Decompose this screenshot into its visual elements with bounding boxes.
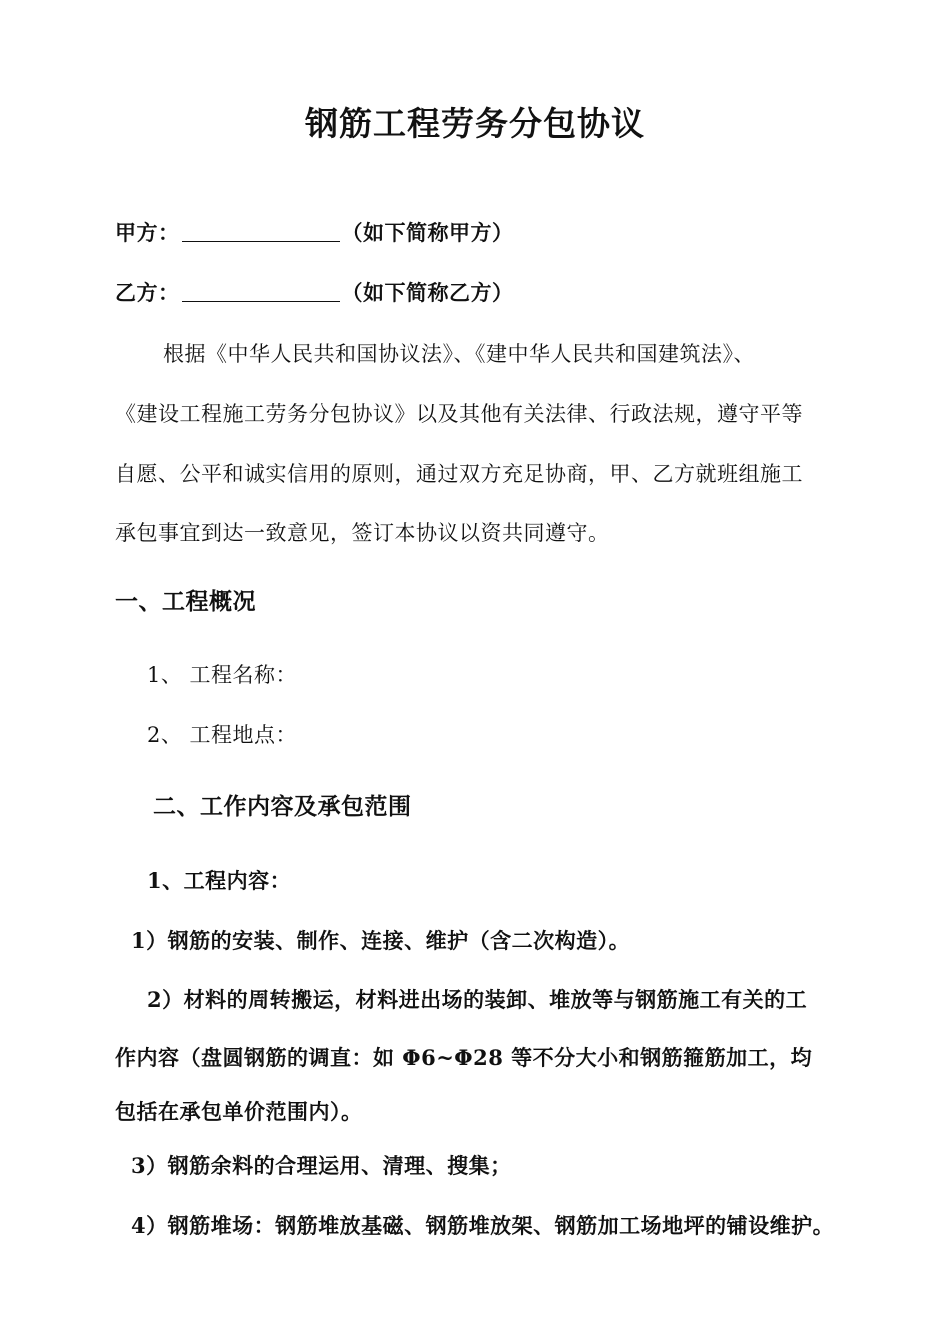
section-2-heading: 二、工作内容及承包范围 (153, 793, 412, 820)
party-b-suffix: （如下简称乙方） (341, 280, 514, 305)
section-2-item-3: 3）钢筋余料的合理运用、清理、搜集； (131, 1153, 512, 1178)
section-2-item-2-line-3: 包括在承包单价范围内）。 (115, 1099, 363, 1124)
section-2-item-2-line-1: 2）材料的周转搬运，材料进出场的装卸、堆放等与钢筋施工有关的工 (147, 987, 808, 1012)
party-a-label: 甲方： (115, 220, 180, 245)
preamble-line-3: 自愿、公平和诚实信用的原则，通过双方充足协商，甲、乙方就班组施工 (115, 462, 803, 486)
document-title: 钢筋工程劳务分包协议 (305, 104, 645, 143)
party-b-label: 乙方： (115, 280, 180, 305)
section-2-sub-heading: 1、工程内容： (147, 868, 292, 893)
section-2-item-1: 1）钢筋的安装、制作、连接、维护（含二次构造）。 (131, 928, 631, 953)
party-a-line (115, 218, 514, 248)
section-2-item-4: 4）钢筋堆场：钢筋堆放基磁、钢筋堆放架、钢筋加工场地坪的铺设维护。 (131, 1213, 835, 1238)
preamble-line-4: 承包事宜到达一致意见，签订本协议以资共同遵守。 (115, 521, 610, 545)
section-1-heading: 一、工程概况 (115, 588, 256, 615)
party-a-blank (182, 219, 340, 242)
section-1-item-1: 1、 工程名称： (147, 663, 298, 687)
party-b-line (115, 278, 514, 308)
party-a-suffix: （如下简称甲方） (341, 220, 514, 245)
party-b-blank (182, 279, 340, 302)
preamble-line-2: 《建设工程施工劳务分包协议》以及其他有关法律、行政法规，遵守平等 (115, 402, 803, 426)
section-1-item-2: 2、 工程地点： (147, 723, 298, 747)
preamble-line-1: 根据《中华人民共和国协议法》、《建中华人民共和国建筑法》、 (163, 342, 755, 366)
section-2-item-2-line-2: 作内容（盘圆钢筋的调直：如 Φ6~Φ28 等不分大小和钢筋箍筋加工，均 (115, 1045, 813, 1070)
